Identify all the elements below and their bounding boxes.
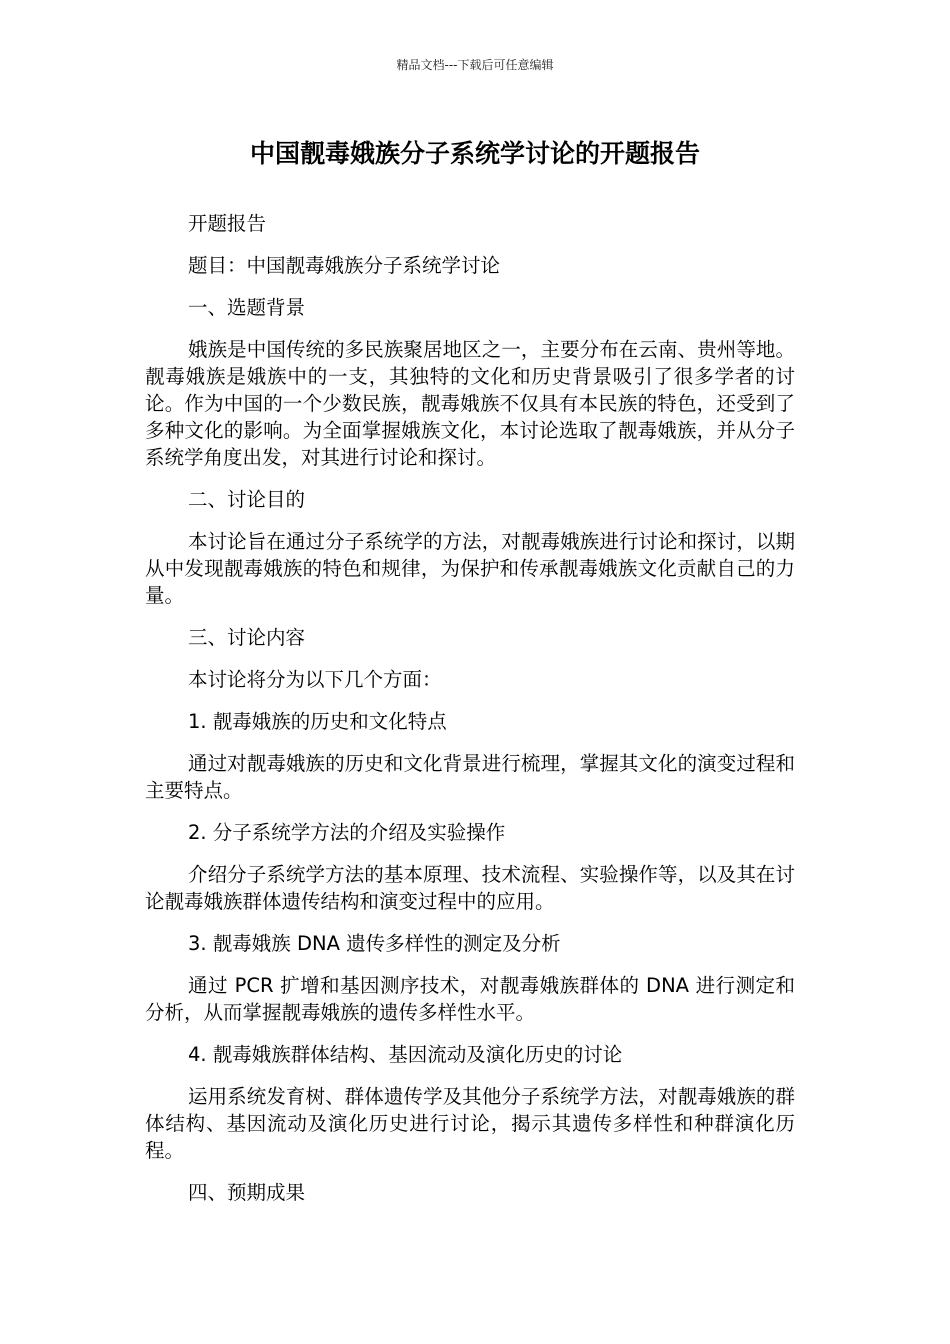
header-note: 精品文档---下载后可任意编辑 xyxy=(396,58,554,72)
section-heading-background: 一、选题背景 xyxy=(188,296,306,319)
document-title: 中国靓毒娥族分子系统学讨论的开题报告 xyxy=(249,139,700,168)
paragraph-report-label: 开题报告 xyxy=(188,212,267,235)
list-item-heading-2: 2. 分子系统学方法的介绍及实验操作 xyxy=(188,821,506,844)
section-heading-purpose: 二、讨论目的 xyxy=(188,488,306,511)
list-item-body-2: 介绍分子系统学方法的基本原理、技术流程、实验操作等，以及其在讨论靓毒娥族群体遗传结构和演变过程中的应用。 xyxy=(145,863,795,913)
list-item-heading-4: 4. 靓毒娥族群体结构、基因流动及演化历史的讨论 xyxy=(188,1043,623,1066)
paragraph-purpose: 本讨论旨在通过分子系统学的方法，对靓毒娥族进行讨论和探讨，以期从中发现靓毒娥族的特色和规律，为保护和传承靓毒娥族文化贡献自己的力量。 xyxy=(145,530,795,607)
paragraph-topic: 题目：中国靓毒娥族分子系统学讨论 xyxy=(188,254,501,277)
list-item-heading-3: 3. 靓毒娥族 DNA 遗传多样性的测定及分析 xyxy=(188,932,561,955)
section-heading-outcomes: 四、预期成果 xyxy=(188,1181,306,1204)
section-heading-content: 三、讨论内容 xyxy=(188,626,306,649)
list-item-body-1: 通过对靓毒娥族的历史和文化背景进行梳理，掌握其文化的演变过程和主要特点。 xyxy=(145,752,795,802)
paragraph-background: 娥族是中国传统的多民族聚居地区之一，主要分布在云南、贵州等地。靓毒娥族是娥族中的一支，其独特的文化和历史背景吸引了很多学者的讨论。作为中国的一个少数民族，靓毒娥族不仅具有本民族的特色，还受到了多种文化的影响。为全面掌握娥族文化，本讨论选取了靓毒娥族，并从分子系统学角度出发，对其进行讨论和探讨。 xyxy=(145,338,795,469)
document-body xyxy=(145,210,795,1206)
paragraph-content-intro: 本讨论将分为以下几个方面： xyxy=(188,668,442,691)
list-item-body-3: 通过 PCR 扩增和基因测序技术，对靓毒娥族群体的 DNA 进行测定和分析，从而掌握靓毒娥族的遗传多样性水平。 xyxy=(145,974,795,1024)
list-item-heading-1: 1. 靓毒娥族的历史和文化特点 xyxy=(188,710,447,733)
list-item-body-4: 运用系统发育树、群体遗传学及其他分子系统学方法，对靓毒娥族的群体结构、基因流动及演化历史进行讨论，揭示其遗传多样性和种群演化历程。 xyxy=(145,1085,795,1162)
